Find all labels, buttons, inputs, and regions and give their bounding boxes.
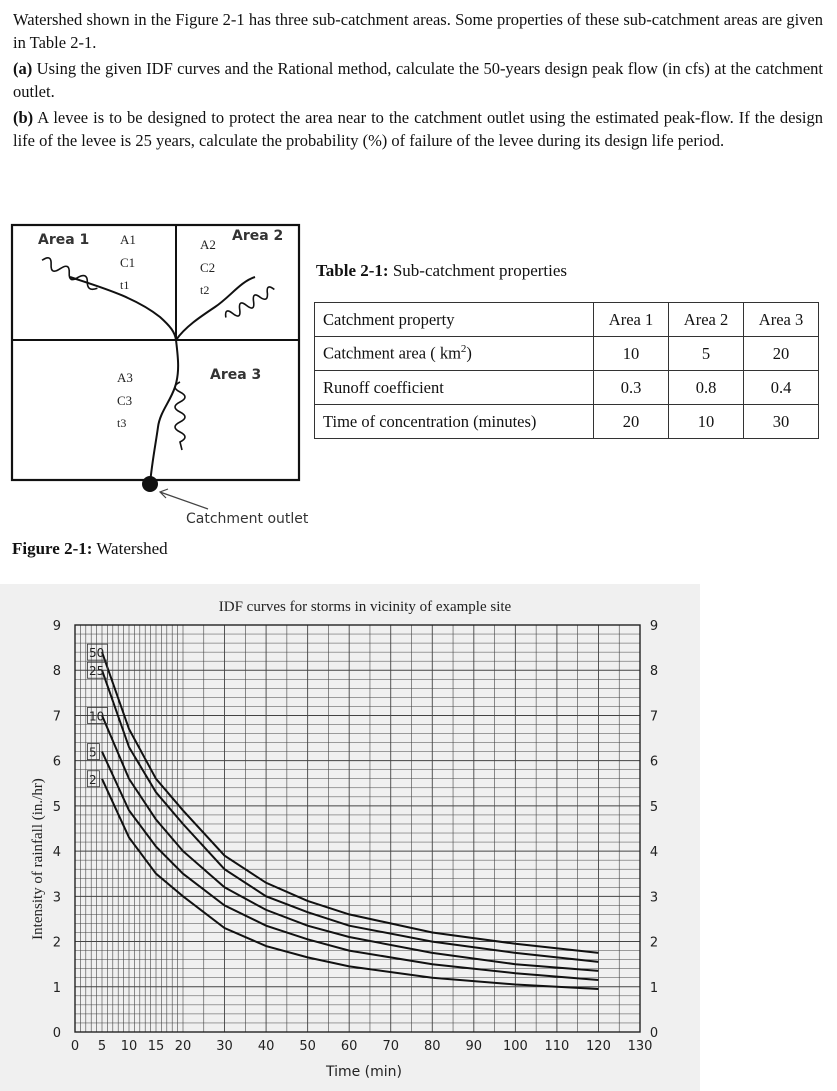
table-cell-property: Time of concentration (minutes) <box>315 405 594 439</box>
table-row <box>315 337 819 371</box>
flow-squiggle-3 <box>175 382 185 450</box>
flow-squiggle-1 <box>40 256 101 292</box>
y-tick-label: 7 <box>52 709 61 725</box>
return-period-label: 5 <box>89 745 97 760</box>
table-cell: 10 <box>594 337 669 371</box>
table-header-row <box>315 303 819 337</box>
problem-intro: Watershed shown in the Figure 2-1 has three sub-catchment areas. Some properties of these sub-catchment areas are given in Table 2-1. <box>13 10 823 52</box>
table-row <box>315 405 819 439</box>
right-y-tick-label: 4 <box>649 845 659 861</box>
x-tick-label: 20 <box>174 1039 192 1054</box>
right-y-tick-label: 0 <box>649 1026 659 1041</box>
right-y-tick-label: 7 <box>649 709 659 725</box>
part-b-label: (b) <box>13 108 34 127</box>
x-tick-label: 70 <box>382 1039 400 1054</box>
outlet-point <box>142 476 158 492</box>
x-tick-label: 60 <box>340 1039 358 1054</box>
table-header-cell: Catchment property <box>315 303 594 337</box>
problem-part-a <box>13 57 823 103</box>
area3-label: Area 3 <box>210 367 262 383</box>
x-tick-label: 130 <box>627 1039 653 1054</box>
part-b-text: A levee is to be designed to protect the area near to the catchment outlet using the estimated peak-flow. If the design life of the levee is 25 years, calculate the probability (%) of failure of the levee during its design life period. <box>13 108 823 150</box>
return-period-label: 10 <box>89 709 105 724</box>
problem-part-b <box>13 106 823 152</box>
chart-xlabel: Time (min) <box>325 1064 403 1080</box>
x-tick-label: 80 <box>423 1039 441 1054</box>
outlet-label: Catchment outlet <box>186 511 309 527</box>
table-cell: 0.4 <box>744 371 819 405</box>
idf-chart <box>0 584 700 1091</box>
y-tick-label: 9 <box>52 619 61 634</box>
right-y-tick-label: 1 <box>649 980 659 996</box>
part-a-text: Using the given IDF curves and the Rational method, calculate the 50-years design peak flow (in cfs) at the catchment outlet. <box>13 59 823 101</box>
a3-label: A3 <box>117 370 133 385</box>
right-y-tick-label: 6 <box>649 754 659 770</box>
table-cell-property: Runoff coefficient <box>315 371 594 405</box>
t2-label: t2 <box>200 283 210 297</box>
stream-tributary-2 <box>176 277 255 340</box>
table-title-text: Sub-catchment properties <box>388 261 568 280</box>
c2-label: C2 <box>200 260 216 275</box>
part-a-label: (a) <box>13 59 33 78</box>
x-tick-label: 110 <box>544 1039 570 1054</box>
table-title-label: Table 2-1: <box>316 261 389 280</box>
watershed-figure <box>10 222 315 527</box>
right-y-tick-label: 2 <box>649 935 659 951</box>
table-cell: 10 <box>669 405 744 439</box>
flow-squiggle-2 <box>223 285 276 322</box>
figure1-caption <box>12 539 168 559</box>
return-period-label: 25 <box>89 664 105 679</box>
table-cell: 20 <box>744 337 819 371</box>
x-tick-label: 90 <box>465 1039 483 1054</box>
x-tick-label: 120 <box>586 1039 611 1054</box>
c3-label: C3 <box>117 393 133 408</box>
x-tick-label: 50 <box>299 1039 316 1054</box>
return-period-label: 2 <box>89 772 97 787</box>
y-tick-label: 0 <box>52 1026 61 1041</box>
table-cell: 5 <box>669 337 744 371</box>
outlet-arrow <box>160 489 208 509</box>
area1-label: Area 1 <box>38 232 90 248</box>
t1-label: t1 <box>120 278 130 292</box>
table-cell: 20 <box>594 405 669 439</box>
problem-statement <box>13 8 823 155</box>
table-cell-property <box>315 337 594 371</box>
area2-label: Area 2 <box>232 228 284 244</box>
property-text: Catchment area ( km <box>323 343 461 363</box>
property-sup: 2 <box>460 343 467 356</box>
x-tick-label: 40 <box>257 1039 275 1054</box>
table-header-cell: Area 1 <box>594 303 669 337</box>
right-y-tick-label: 8 <box>649 664 659 680</box>
x-tick-label: 0 <box>70 1039 80 1054</box>
right-y-tick-label: 9 <box>649 619 659 634</box>
right-y-tick-label: 5 <box>649 799 659 815</box>
table-cell: 0.3 <box>594 371 669 405</box>
table-title <box>316 261 567 281</box>
figure1-caption-text: Watershed <box>92 539 168 558</box>
chart-title: IDF curves for storms in vicinity of example site <box>218 599 512 615</box>
t3-label: t3 <box>117 416 127 430</box>
return-period-label: 50 <box>89 646 105 661</box>
table-header-cell: Area 3 <box>744 303 819 337</box>
chart-ylabel: Intensity of rainfall (in./hr) <box>30 778 46 940</box>
x-tick-label: 15 <box>147 1039 165 1054</box>
table-header-cell: Area 2 <box>669 303 744 337</box>
right-y-tick-label: 3 <box>649 890 659 906</box>
y-tick-label: 3 <box>52 890 61 906</box>
y-tick-label: 8 <box>52 664 61 680</box>
y-tick-label: 2 <box>52 935 61 951</box>
x-tick-label: 30 <box>216 1039 233 1054</box>
c1-label: C1 <box>120 255 136 270</box>
figure1-caption-label: Figure 2-1: <box>12 539 93 558</box>
a2-label: A2 <box>200 237 216 252</box>
y-tick-label: 5 <box>52 799 61 815</box>
subcatchment-properties-table <box>314 302 819 439</box>
table-row <box>315 371 819 405</box>
a1-label: A1 <box>120 232 136 247</box>
x-tick-label: 100 <box>502 1039 528 1054</box>
y-tick-label: 4 <box>52 845 61 861</box>
property-after: ) <box>466 343 472 363</box>
table-cell: 0.8 <box>669 371 744 405</box>
y-tick-label: 6 <box>52 754 61 770</box>
x-tick-label: 5 <box>97 1039 107 1054</box>
y-tick-label: 1 <box>52 980 61 996</box>
table-cell: 30 <box>744 405 819 439</box>
x-tick-label: 10 <box>120 1039 138 1054</box>
